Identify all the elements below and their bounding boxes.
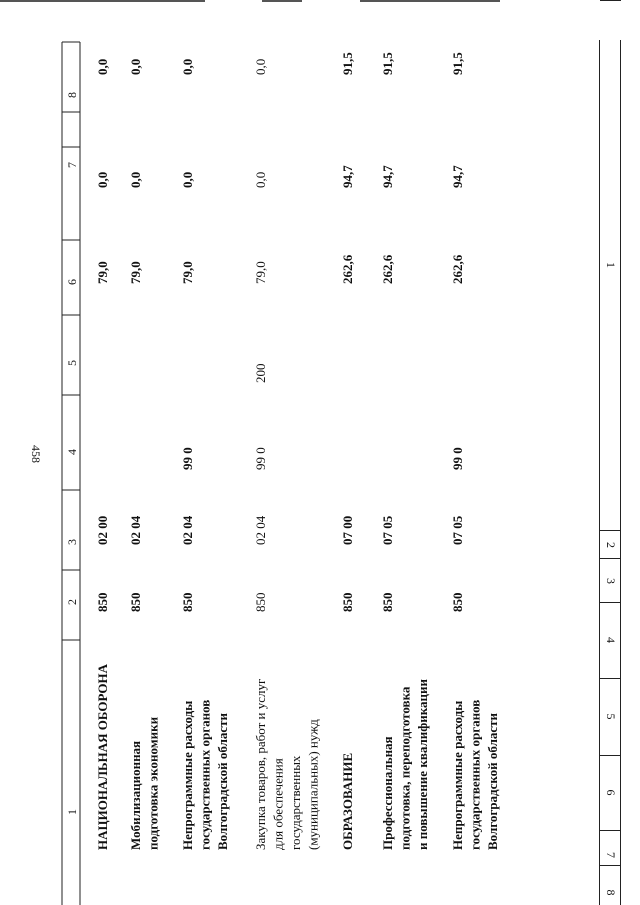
cell-c8: 0,0 xyxy=(253,58,268,75)
cell-c2: 850 xyxy=(450,592,465,612)
row-label: Волгоградской области xyxy=(485,712,500,850)
cell-c3: 02 04 xyxy=(253,515,268,545)
row-label: для обеспечения xyxy=(270,758,286,850)
cell-c5: 200 xyxy=(253,363,268,383)
cell-c2: 850 xyxy=(180,592,195,612)
cell-c6: 262,6 xyxy=(380,254,395,284)
cell-c7: 0,0 xyxy=(253,171,268,188)
row-label: Непрограммные расходы xyxy=(180,700,195,850)
column-header-3: 3 xyxy=(604,578,618,584)
row-label: ОБРАЗОВАНИЕ xyxy=(340,752,355,850)
row-label: Непрограммные расходы xyxy=(450,700,465,850)
row-label: Закупка товаров, работ и услуг xyxy=(253,678,268,850)
cell-c2: 850 xyxy=(340,592,355,612)
column-header: 1 xyxy=(65,809,79,815)
cell-c6: 79,0 xyxy=(180,261,195,284)
column-header: 8 xyxy=(65,92,79,98)
cell-c8: 91,5 xyxy=(380,52,395,75)
cell-c7: 94,7 xyxy=(450,165,465,188)
column-header-1: 1 xyxy=(604,262,618,268)
row-label: Волгоградской области xyxy=(215,712,230,850)
cell-c3: 02 04 xyxy=(180,515,195,545)
cell-c8: 0,0 xyxy=(128,58,143,75)
cell-c8: 0,0 xyxy=(180,58,195,75)
row-label: Профессиональная xyxy=(380,736,395,850)
page-number: 458 xyxy=(29,445,43,463)
cell-c6: 262,6 xyxy=(450,254,465,284)
column-header-6: 6 xyxy=(604,789,618,796)
cell-c4: 99 0 xyxy=(253,447,268,470)
cell-c8: 91,5 xyxy=(340,52,355,75)
row-label: Мобилизационная xyxy=(128,740,143,850)
cell-c8: 0,0 xyxy=(95,58,110,75)
cell-c7: 0,0 xyxy=(95,171,110,188)
column-header-2: 2 xyxy=(604,542,618,548)
cell-c7: 0,0 xyxy=(180,171,195,188)
row-label: (муниципальных) нужд xyxy=(305,719,321,850)
cell-c7: 94,7 xyxy=(340,165,355,188)
row-label: государственных xyxy=(288,755,303,850)
table-grid xyxy=(62,42,80,905)
cell-c2: 850 xyxy=(380,592,395,612)
row-label: подготовка экономики xyxy=(145,716,161,850)
cell-c4: 99 0 xyxy=(450,447,465,470)
column-header-8: 8 xyxy=(604,889,618,896)
cell-c6: 79,0 xyxy=(128,261,143,284)
cell-c3: 07 05 xyxy=(450,515,465,545)
cell-c3: 07 05 xyxy=(380,515,395,545)
cell-c3: 02 00 xyxy=(95,515,110,545)
column-header-4: 4 xyxy=(604,637,618,643)
row-label: государственных органов xyxy=(467,699,483,850)
cell-c2: 850 xyxy=(95,592,110,612)
cell-c7: 0,0 xyxy=(128,171,143,188)
cell-c2: 850 xyxy=(253,592,268,612)
row-label: НАЦИОНАЛЬНАЯ ОБОРОНА xyxy=(95,664,110,850)
cell-c3: 02 04 xyxy=(128,515,143,545)
column-header: 6 xyxy=(65,279,79,285)
column-header: 5 xyxy=(65,360,79,366)
column-header: 3 xyxy=(65,539,79,545)
cell-c4: 99 0 xyxy=(180,447,195,470)
cell-c6: 79,0 xyxy=(253,261,268,284)
cell-c6: 79,0 xyxy=(95,261,110,284)
row-label: государственных органов xyxy=(197,699,213,850)
cell-c7: 94,7 xyxy=(380,165,395,188)
column-header-5: 5 xyxy=(604,713,618,720)
column-header-7: 7 xyxy=(604,852,618,858)
cell-c3: 07 00 xyxy=(340,515,355,545)
column-header: 4 xyxy=(65,449,79,455)
cell-c6: 262,6 xyxy=(340,254,355,284)
column-header: 7 xyxy=(65,162,79,168)
cell-c8: 91,5 xyxy=(450,52,465,75)
table-cells xyxy=(65,52,500,850)
cell-c2: 850 xyxy=(128,592,143,612)
column-header: 2 xyxy=(65,599,79,605)
row-label: подготовка, переподготовка xyxy=(397,686,413,850)
row-label: и повышение квалификации xyxy=(415,679,430,850)
